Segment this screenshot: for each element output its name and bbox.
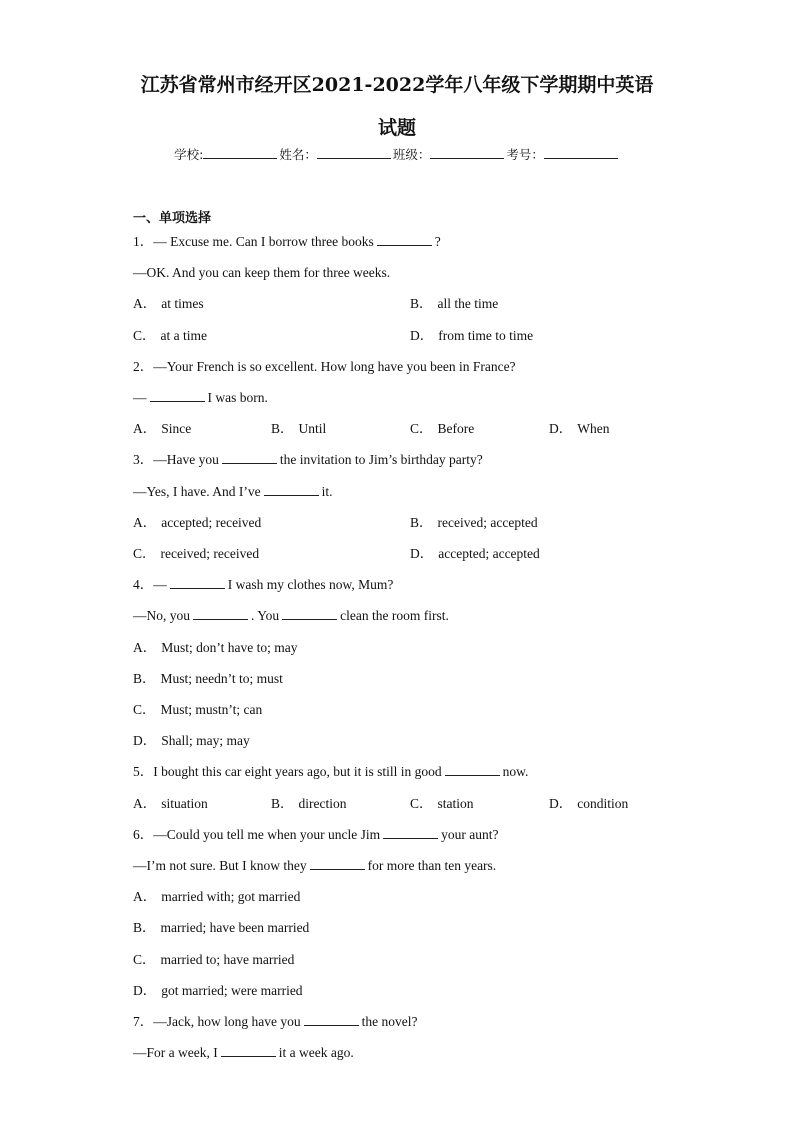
q7-text-b: the novel? bbox=[361, 1014, 418, 1029]
q6-reply-a: —I’m not sure. But I know they bbox=[133, 858, 307, 873]
q2-option-b-text: Until bbox=[298, 421, 327, 436]
q1-option-c[interactable] bbox=[133, 327, 207, 345]
q4-option-a[interactable] bbox=[133, 639, 298, 657]
q5-option-d[interactable] bbox=[549, 795, 628, 813]
q3-option-c-text: received; received bbox=[160, 546, 260, 561]
q1-option-d-text: from time to time bbox=[438, 328, 534, 343]
q1-option-a-text: at times bbox=[161, 296, 204, 311]
q4-blank-3 bbox=[282, 607, 337, 620]
q4-option-d[interactable] bbox=[133, 732, 250, 750]
q4-option-b-text: Must; needn’t to; must bbox=[160, 671, 283, 686]
q1-option-b-key: B． bbox=[410, 296, 433, 311]
q1-option-b-text: all the time bbox=[437, 296, 499, 311]
q5-text-b: now. bbox=[502, 764, 529, 779]
q6-stem bbox=[133, 826, 498, 844]
q5-option-c[interactable] bbox=[410, 795, 474, 813]
q4-blank-1 bbox=[170, 576, 225, 589]
q2-option-d[interactable] bbox=[549, 420, 609, 438]
q7-text-a: 7．—Jack, how long have you bbox=[133, 1014, 301, 1029]
q4-reply bbox=[133, 607, 449, 625]
q4-reply-c: clean the room first. bbox=[340, 608, 449, 623]
class-blank[interactable] bbox=[430, 147, 504, 159]
q2-option-c-text: Before bbox=[437, 421, 475, 436]
q5-option-d-text: condition bbox=[577, 796, 629, 811]
name-label: 姓名： bbox=[279, 147, 317, 162]
number-blank[interactable] bbox=[544, 147, 618, 159]
q7-reply-a: —For a week, I bbox=[133, 1045, 218, 1060]
q6-reply-b: for more than ten years. bbox=[367, 858, 497, 873]
q3-text-a: 3．—Have you bbox=[133, 452, 219, 467]
q3-option-a-key: A． bbox=[133, 515, 157, 530]
class-label: 班级： bbox=[392, 147, 431, 162]
number-label: 考号： bbox=[506, 147, 544, 162]
q5-option-c-key: C． bbox=[410, 796, 433, 811]
q4-option-a-key: A． bbox=[133, 640, 157, 655]
q6-option-c-key: C． bbox=[133, 952, 156, 967]
q2-option-a[interactable] bbox=[133, 420, 191, 438]
q6-blank-1 bbox=[383, 826, 438, 839]
q3-option-b-key: B． bbox=[410, 515, 433, 530]
q3-stem bbox=[133, 451, 483, 469]
q7-blank-2 bbox=[221, 1044, 276, 1057]
q1-option-a-key: A． bbox=[133, 296, 157, 311]
q1-blank bbox=[377, 233, 432, 246]
q3-option-b-text: received; accepted bbox=[437, 515, 538, 530]
q4-option-c-text: Must; mustn’t; can bbox=[160, 702, 263, 717]
q4-text-a: 4．— bbox=[133, 577, 167, 592]
q4-option-c[interactable] bbox=[133, 701, 262, 719]
q6-option-d[interactable] bbox=[133, 982, 303, 1000]
q4-blank-2 bbox=[193, 607, 248, 620]
q6-text-a: 6．—Could you tell me when your uncle Jim bbox=[133, 827, 381, 842]
q4-option-d-key: D． bbox=[133, 733, 157, 748]
q2-option-b[interactable] bbox=[271, 420, 326, 438]
section-title: 一、单项选择 bbox=[133, 211, 212, 226]
q1-option-c-text: at a time bbox=[160, 328, 207, 343]
q5-option-b-text: direction bbox=[298, 796, 347, 811]
q3-reply-b: it. bbox=[321, 484, 333, 499]
q3-option-d-key: D． bbox=[410, 546, 434, 561]
q4-reply-b: . You bbox=[251, 608, 280, 623]
q5-option-d-key: D． bbox=[549, 796, 573, 811]
q5-option-a[interactable] bbox=[133, 795, 208, 813]
q6-reply bbox=[133, 857, 496, 875]
q3-blank-2 bbox=[264, 483, 319, 496]
q4-option-b-key: B． bbox=[133, 671, 156, 686]
q5-text-a: 5．I bought this car eight years ago, but it is still in good bbox=[133, 764, 442, 779]
q6-blank-2 bbox=[310, 857, 365, 870]
q2-option-c[interactable] bbox=[410, 420, 474, 438]
q4-text-b: I wash my clothes now, Mum? bbox=[227, 577, 394, 592]
q5-blank bbox=[445, 763, 500, 776]
q6-option-b-key: B． bbox=[133, 920, 156, 935]
q1-option-a[interactable] bbox=[133, 295, 204, 313]
q4-stem bbox=[133, 576, 393, 594]
q5-option-a-text: situation bbox=[161, 796, 208, 811]
q1-option-c-key: C． bbox=[133, 328, 156, 343]
q2-reply bbox=[133, 389, 268, 407]
q2-blank bbox=[150, 389, 205, 402]
q3-option-b[interactable] bbox=[410, 514, 538, 532]
q6-option-a-key: A． bbox=[133, 889, 157, 904]
q6-option-b[interactable] bbox=[133, 919, 309, 937]
q3-text-b: the invitation to Jim’s birthday party? bbox=[279, 452, 483, 467]
q1-stem bbox=[133, 233, 441, 251]
q6-option-c[interactable] bbox=[133, 951, 294, 969]
student-info-row bbox=[0, 145, 794, 163]
q2-option-d-text: When bbox=[577, 421, 610, 436]
q1-text-b: ? bbox=[434, 234, 441, 249]
q3-option-a-text: accepted; received bbox=[161, 515, 262, 530]
q4-option-c-key: C． bbox=[133, 702, 156, 717]
name-blank[interactable] bbox=[317, 147, 391, 159]
q7-reply-b: it a week ago. bbox=[278, 1045, 354, 1060]
exam-title-line2: 试题 bbox=[377, 117, 416, 139]
q2-stem: 2．—Your French is so excellent. How long have you been in France? bbox=[133, 359, 516, 374]
q2-option-c-key: C． bbox=[410, 421, 433, 436]
school-label: 学校: bbox=[174, 147, 204, 162]
q2-option-b-key: B． bbox=[271, 421, 294, 436]
q6-option-a[interactable] bbox=[133, 888, 300, 906]
q2-option-d-key: D． bbox=[549, 421, 573, 436]
exam-title-line1: 江苏省常州市经开区2021-2022学年八年级下学期期中英语 bbox=[140, 74, 654, 96]
q4-option-b[interactable] bbox=[133, 670, 283, 688]
q2-text-a: — bbox=[133, 390, 147, 405]
q3-option-d[interactable] bbox=[410, 545, 540, 563]
q1-option-d-key: D． bbox=[410, 328, 434, 343]
q6-option-b-text: married; have been married bbox=[160, 920, 310, 935]
q3-reply-a: —Yes, I have. And I’ve bbox=[133, 484, 261, 499]
q6-text-b: your aunt? bbox=[441, 827, 499, 842]
q3-option-c[interactable] bbox=[133, 545, 259, 563]
q4-option-a-text: Must; don’t have to; may bbox=[161, 640, 298, 655]
q1-option-b[interactable] bbox=[410, 295, 498, 313]
q7-blank-1 bbox=[304, 1013, 359, 1026]
q6-option-d-key: D． bbox=[133, 983, 157, 998]
q7-stem bbox=[133, 1013, 417, 1031]
q5-stem bbox=[133, 763, 528, 781]
q5-option-b-key: B． bbox=[271, 796, 294, 811]
q3-reply bbox=[133, 483, 333, 501]
q6-option-a-text: married with; got married bbox=[161, 889, 301, 904]
q3-option-d-text: accepted; accepted bbox=[438, 546, 540, 561]
school-blank[interactable] bbox=[203, 147, 277, 159]
q5-option-c-text: station bbox=[437, 796, 474, 811]
q1-text-a: 1．— Excuse me. Can I borrow three books bbox=[133, 234, 374, 249]
q4-reply-a: —No, you bbox=[133, 608, 190, 623]
q7-reply bbox=[133, 1044, 354, 1062]
q4-option-d-text: Shall; may; may bbox=[161, 733, 250, 748]
q1-option-d[interactable] bbox=[410, 327, 533, 345]
q3-option-a[interactable] bbox=[133, 514, 261, 532]
q2-option-a-text: Since bbox=[161, 421, 192, 436]
q2-option-a-key: A． bbox=[133, 421, 157, 436]
q1-reply: —OK. And you can keep them for three weeks. bbox=[133, 265, 391, 280]
q2-text-b: I was born. bbox=[207, 390, 268, 405]
q6-option-d-text: got married; were married bbox=[161, 983, 303, 998]
q5-option-b[interactable] bbox=[271, 795, 347, 813]
q5-option-a-key: A． bbox=[133, 796, 157, 811]
q3-blank-1 bbox=[222, 451, 277, 464]
q6-option-c-text: married to; have married bbox=[160, 952, 295, 967]
q3-option-c-key: C． bbox=[133, 546, 156, 561]
